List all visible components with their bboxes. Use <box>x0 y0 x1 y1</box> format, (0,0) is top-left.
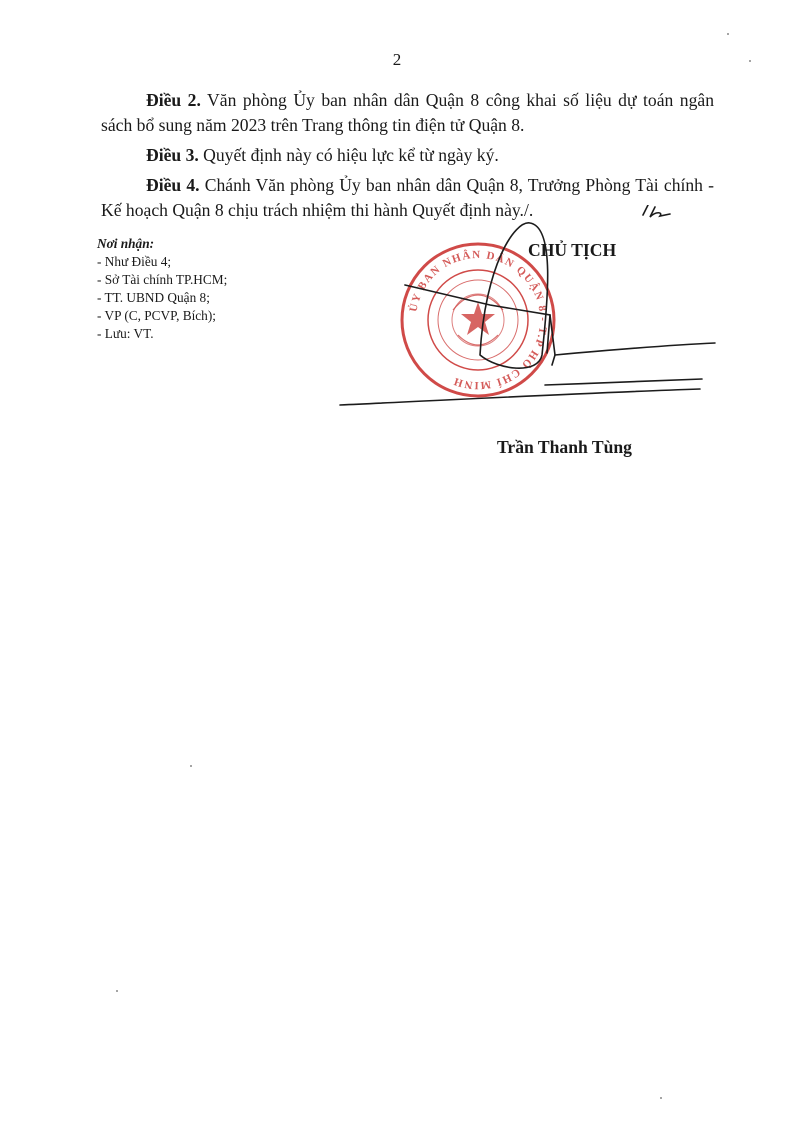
handwritten-signature <box>330 205 730 425</box>
recipient-item: - Như Điều 4; <box>97 254 172 269</box>
article-2 <box>101 88 714 138</box>
article-4-label: Điều 4. <box>146 175 200 195</box>
seal-text: ỦY BAN NHÂN DÂN QUẬN 8 - T.P HỒ CHÍ MINH <box>407 248 550 392</box>
recipients-block <box>97 235 337 343</box>
recipient-item: - TT. UBND Quận 8; <box>97 290 210 305</box>
article-2-label: Điều 2. <box>146 90 201 110</box>
article-4-text: Chánh Văn phòng Ủy ban nhân dân Quận 8, Trưởng Phòng Tài chính - Kế hoạch Quận 8 chịu trách nhiệm thi hành Quyết định này./. <box>101 175 715 220</box>
article-3 <box>101 143 714 168</box>
recipients-list <box>97 253 337 343</box>
signer-title: CHỦ TỊCH <box>528 240 617 260</box>
scan-speck <box>116 990 118 992</box>
scan-speck <box>749 60 751 62</box>
scan-speck <box>190 765 192 767</box>
article-2-text: Văn phòng Ủy ban nhân dân Quận 8 công khai số liệu dự toán ngân sách bổ sung năm 2023 trên Trang thông tin điện tử Quận 8. <box>101 90 714 135</box>
article-3-label: Điều 3. <box>146 145 199 165</box>
page-number: 2 <box>392 50 402 69</box>
recipient-item: - Sở Tài chính TP.HCM; <box>97 272 228 287</box>
recipient-item: - VP (C, PCVP, Bích); <box>97 308 216 323</box>
scan-speck <box>727 33 729 35</box>
recipient-item: - Lưu: VT. <box>97 326 154 341</box>
scan-speck <box>660 1097 662 1099</box>
recipients-heading: Nơi nhận: <box>97 236 155 251</box>
article-3-text: Quyết định này có hiệu lực kể từ ngày ký. <box>198 145 499 165</box>
signer-name: Trần Thanh Tùng <box>497 437 632 457</box>
